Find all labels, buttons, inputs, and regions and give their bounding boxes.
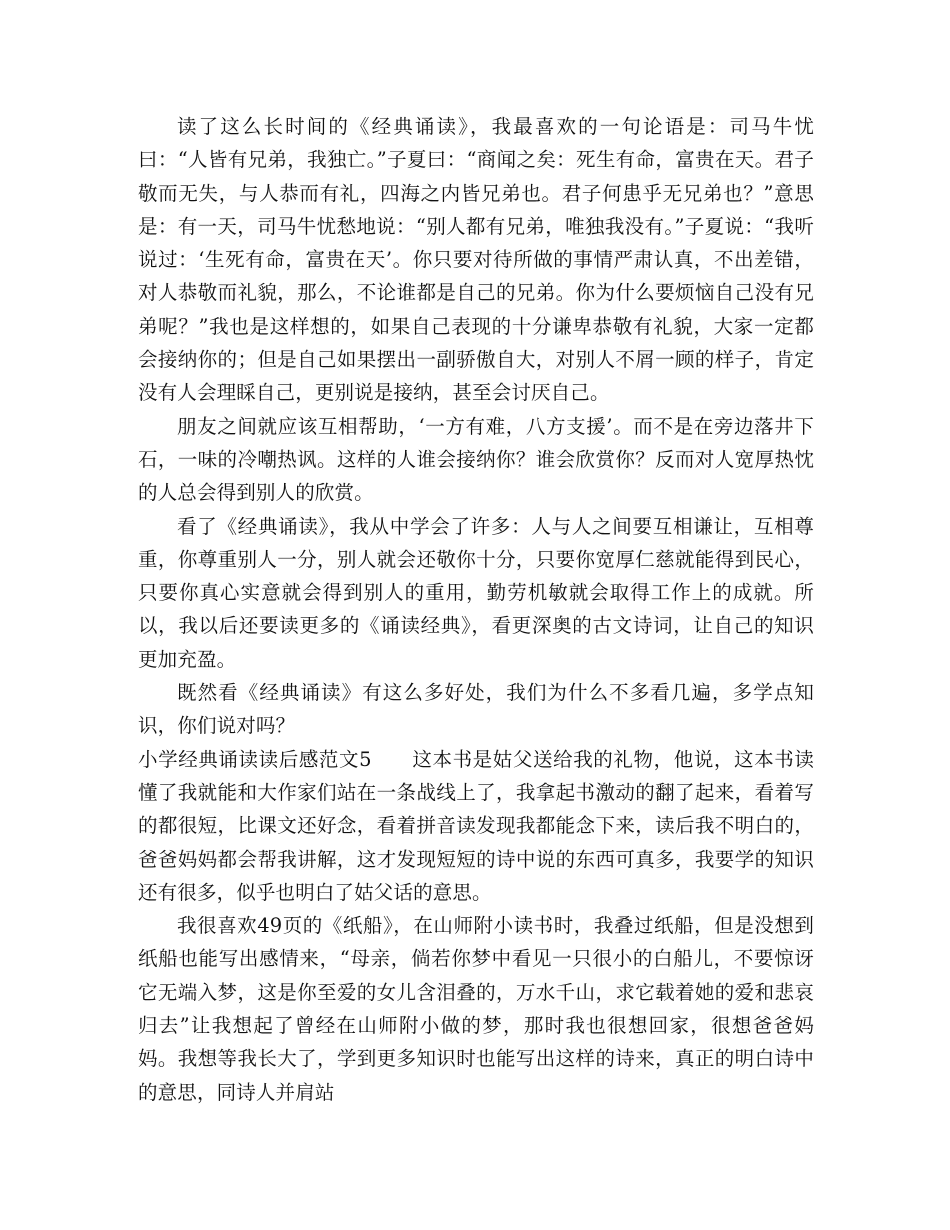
paragraph-4: 既然看《经典诵读》有这么多好处，我们为什么不多看几遍，多学点知识，你们说对吗？	[138, 681, 814, 738]
paragraph-5: 小学经典诵读读后感范文5 这本书是姑父送给我的礼物，他说，这本书读懂了我就能和大作家们站在一条战线上了，我拿起书激动的翻了起来，看着写的都很短，比课文还好念，看着拼音读发现我都能念下来，读后我不明白的，爸爸妈妈都会帮我讲解，这才发现短短的诗中说的东西可真多，我要学的知识还有很多，似乎也明白了姑父话的意思。	[138, 747, 814, 904]
document-page	[138, 110, 814, 1109]
paragraph-3: 看了《经典诵读》，我从中学会了许多：人与人之间要互相谦让，互相尊重，你尊重别人一分，别人就会还敬你十分，只要你宽厚仁慈就能得到民心，只要你真心实意就会得到别人的重用，勤劳机敏就会取得工作上的成就。所以，我以后还要读更多的《诵读经典》，看更深奥的古文诗词，让自己的知识更加充盈。	[138, 514, 814, 671]
paragraph-1: 读了这么长时间的《经典诵读》，我最喜欢的一句论语是：司马牛忧曰：“人皆有兄弟，我独亡。”子夏曰：“商闻之矣：死生有命，富贵在天。君子敬而无失，与人恭而有礼，四海之内皆兄弟也。君子何患乎无兄弟也？”意思是：有一天，司马牛忧愁地说：“别人都有兄弟，唯独我没有。”子夏说：“我听说过：‘生死有命，富贵在天’。你只要对待所做的事情严肃认真，不出差错，对人恭敬而礼貌，那么，不论谁都是自己的兄弟。你为什么要烦恼自己没有兄弟呢？”我也是这样想的，如果自己表现的十分谦卑恭敬有礼貌，大家一定都会接纳你的；但是自己如果摆出一副骄傲自大，对别人不屑一顾的样子，肯定没有人会理睬自己，更别说是接纳，甚至会讨厌自己。	[138, 115, 814, 405]
paragraph-2: 朋友之间就应该互相帮助，‘一方有难，八方支援’。而不是在旁边落井下石，一味的冷嘲热讽。这样的人谁会接纳你？谁会欣赏你？反而对人宽厚热忱的人总会得到别人的欣赏。	[138, 414, 814, 505]
paragraph-6: 我很喜欢49页的《纸船》，在山师附小读书时，我叠过纸船，但是没想到纸船也能写出感情来，“母亲，倘若你梦中看见一只很小的白船儿，不要惊讶它无端入梦，这是你至爱的女儿含泪叠的，万水千山，求它载着她的爱和悲哀归去”让我想起了曾经在山师附小做的梦，那时我也很想回家，很想爸爸妈妈。我想等我长大了，学到更多知识时也能写出这样的诗来，真正的明白诗中的意思，同诗人并肩站	[138, 914, 814, 1104]
